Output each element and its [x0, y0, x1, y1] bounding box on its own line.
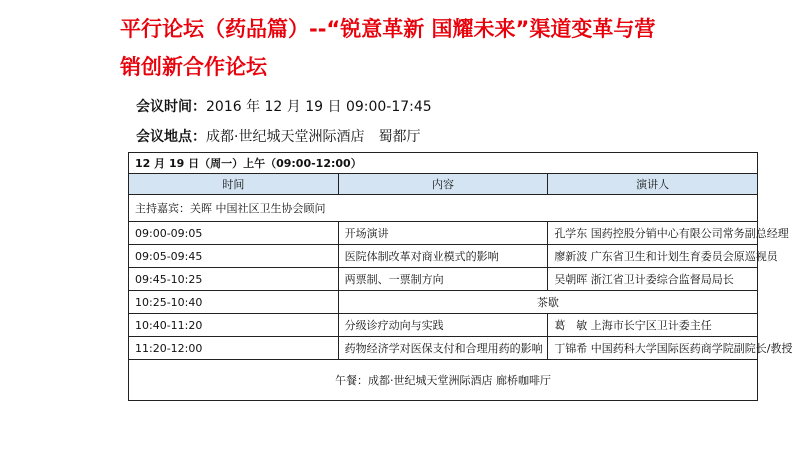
row-speaker: 廖新波 广东省卫生和计划生育委员会原巡视员 [548, 245, 758, 268]
row-speaker: 葛 敏 上海市长宁区卫计委主任 [548, 314, 758, 337]
row-time: 09:45-10:25 [129, 268, 339, 291]
row-content: 药物经济学对医保支付和合理用药的影响 [338, 337, 548, 360]
schedule-table [128, 152, 793, 401]
meeting-place-value: 成都·世纪城天堂洲际酒店 蜀都厅 [206, 129, 421, 145]
meeting-place-label: 会议地点： [136, 129, 206, 145]
row-speaker: 丁锦希 中国药科大学国际医药商学院副院长/教授 [548, 337, 758, 360]
row-time: 09:00-09:05 [129, 222, 339, 245]
row-time: 10:40-11:20 [129, 314, 339, 337]
table-row [129, 268, 758, 291]
row-speaker: 孔学东 国药控股分销中心有限公司常务副总经理 [548, 222, 758, 245]
row-time: 09:05-09:45 [129, 245, 339, 268]
column-header-speaker: 演讲人 [548, 174, 758, 195]
title-line-2: 销创新合作论坛 [120, 55, 267, 79]
forum-title [120, 10, 720, 86]
break-row [129, 291, 758, 314]
table-row [129, 337, 758, 360]
table-row [129, 314, 758, 337]
row-content: 两票制、一票制方向 [338, 268, 548, 291]
lunch-text: 午餐：成都·世纪城天堂洲际酒店 廊桥咖啡厅 [129, 360, 758, 401]
break-label: 茶歇 [338, 291, 757, 314]
date-header: 12 月 19 日（周一）上午（09:00-12:00） [129, 153, 758, 174]
date-header-row [129, 153, 758, 174]
break-time: 10:25-10:40 [129, 291, 339, 314]
table-row [129, 245, 758, 268]
column-header-row [129, 174, 758, 195]
host-text: 主持嘉宾：关晖 中国社区卫生协会顾问 [129, 195, 758, 222]
row-content: 开场演讲 [338, 222, 548, 245]
row-time: 11:20-12:00 [129, 337, 339, 360]
title-line-1: 平行论坛（药品篇）--“锐意革新 国耀未来”渠道变革与营 [120, 17, 656, 41]
meeting-time-label: 会议时间： [136, 99, 206, 115]
row-speaker: 吴朝晖 浙江省卫计委综合监督局局长 [548, 268, 758, 291]
host-row [129, 195, 758, 222]
table-row [129, 222, 758, 245]
meeting-time-value: 2016 年 12 月 19 日 09:00-17:45 [206, 99, 432, 115]
row-content: 分级诊疗动向与实践 [338, 314, 548, 337]
lunch-row [129, 360, 758, 401]
column-header-time: 时间 [129, 174, 339, 195]
column-header-content: 内容 [338, 174, 548, 195]
row-content: 医院体制改革对商业模式的影响 [338, 245, 548, 268]
meeting-place [136, 126, 420, 146]
meeting-time [136, 96, 432, 116]
